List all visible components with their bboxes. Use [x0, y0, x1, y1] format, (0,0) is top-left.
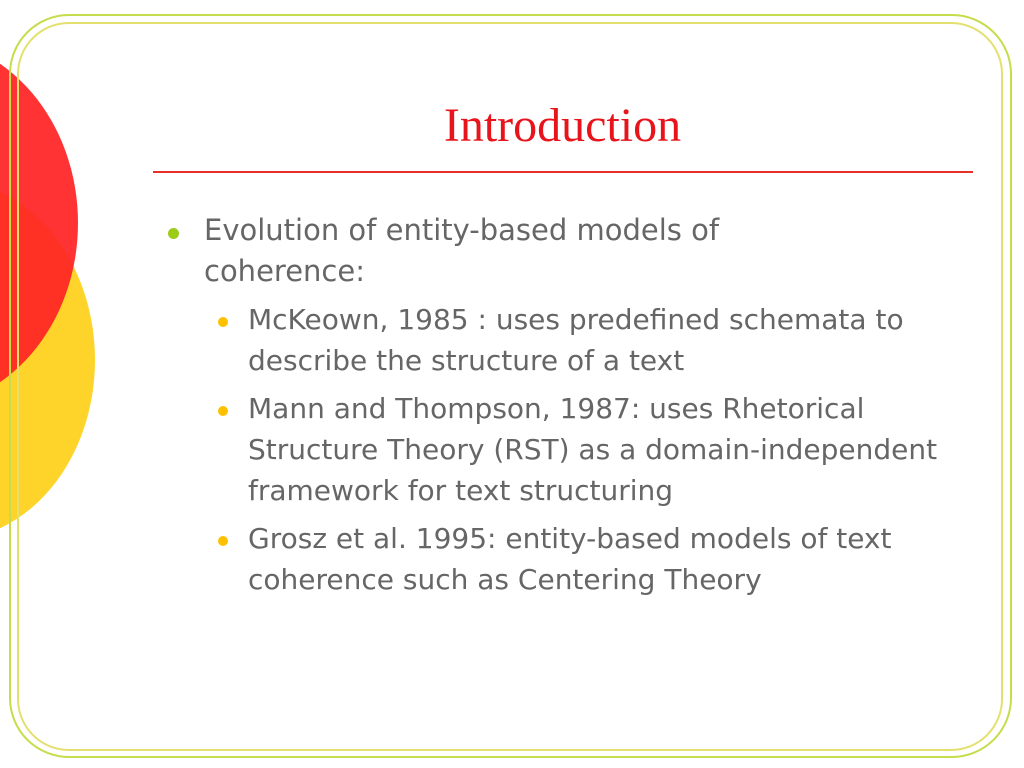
slide-content	[160, 210, 990, 600]
sub-bullet-item	[160, 299, 990, 381]
sub-bullet-text: Mann and Thompson, 1987: uses Rhetorical Structure Theory (RST) as a domain-independent framework for text structuring	[248, 392, 938, 507]
sub-bullet-text: McKeown, 1985 : uses predefined schemata to describe the structure of a text	[248, 303, 904, 377]
bullet-text: Evolution of entity-based models of coherence:	[204, 213, 720, 288]
sub-bullet-item	[160, 388, 990, 511]
sub-bullet-dot-icon	[218, 406, 228, 416]
bullet-item	[160, 210, 844, 292]
sub-bullet-text: Grosz et al. 1995: entity-based models of text coherence such as Centering Theory	[248, 522, 892, 596]
sub-bullet-dot-icon	[218, 317, 228, 327]
sub-bullet-item	[160, 518, 990, 600]
title-divider	[153, 171, 973, 173]
bullet-dot-icon	[168, 228, 179, 239]
sub-bullet-dot-icon	[218, 536, 228, 546]
slide-title: Introduction	[443, 99, 682, 152]
